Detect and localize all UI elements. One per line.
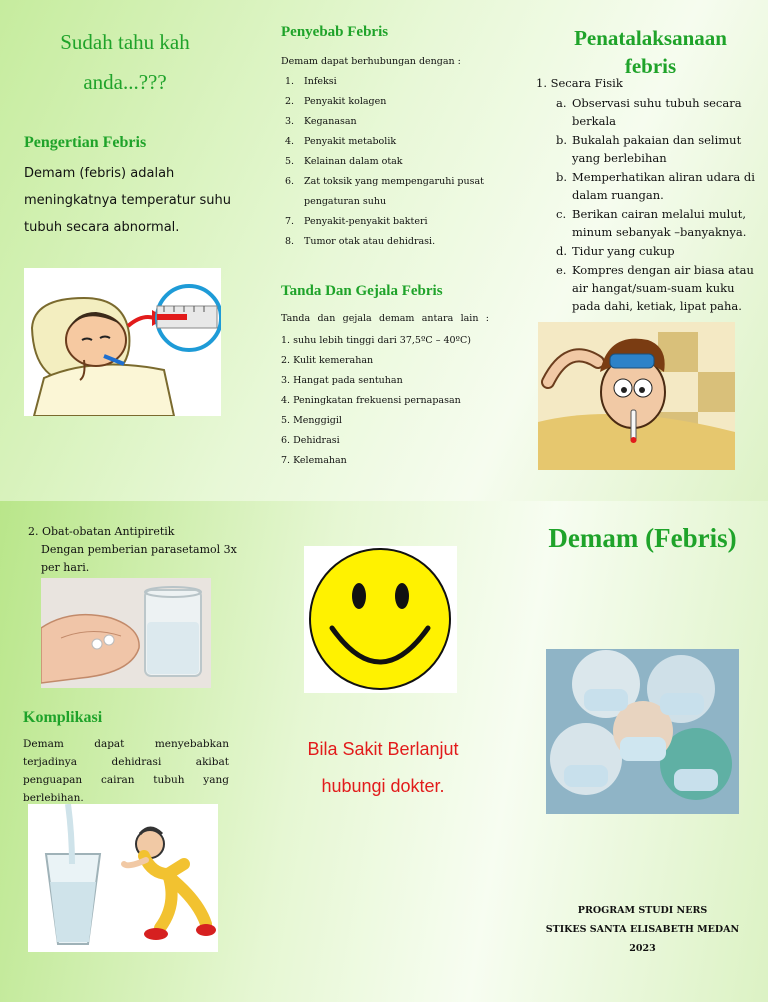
dehydration-image <box>28 804 218 952</box>
list-text: Bukalah pakaian dan selimut yang berlebihan <box>572 133 742 165</box>
list-item <box>556 94 756 130</box>
bila-sakit-line1: Bila Sakit Berlanjut <box>307 739 459 759</box>
list-item: 4. Peningkatan frekuensi pernapasan <box>281 395 461 406</box>
antipiretik-text: Dengan pemberian parasetamol 3x per hari. <box>41 543 237 574</box>
list-text: Penyakit metabolik <box>304 136 397 147</box>
list-item <box>285 232 505 252</box>
list-item <box>556 168 756 204</box>
list-item <box>556 131 756 167</box>
bila-sakit-line2: hubungi dokter. <box>321 776 445 796</box>
list-item <box>556 205 756 241</box>
list-text: Tidur yang cukup <box>572 244 675 258</box>
list-text: Berikan cairan melalui mulut, minum sebanyak –banyaknya. <box>572 207 747 239</box>
list-text: Zat toksik yang mempengaruhi pusat pengaturan suhu <box>304 176 484 207</box>
list-letter: b. <box>556 133 568 147</box>
pengertian-text: Demam (febris) adalah meningkatnya temperatur suhu tubuh secara abnormal. <box>24 166 232 235</box>
list-number: 5. <box>285 156 295 167</box>
list-number: 3. <box>285 116 295 127</box>
list-item <box>285 92 505 112</box>
list-number: 7. <box>285 216 295 227</box>
antipiretik-title: 2. Obat-obatan Antipiretik <box>28 525 175 538</box>
list-item: 2. Kulit kemerahan <box>281 355 374 366</box>
penyebab-list <box>285 72 505 252</box>
list-item <box>556 261 756 315</box>
list-text: Penyakit kolagen <box>304 96 387 107</box>
penyebab-intro: Demam dapat berhubungan dengan : <box>281 56 461 67</box>
intro-question-line2: anda...??? <box>83 70 167 94</box>
list-text: Infeksi <box>304 76 337 87</box>
leaflet-outside-panel <box>0 501 768 1002</box>
intro-question-line1: Sudah tahu kah <box>60 30 190 54</box>
list-text: Penyakit-penyakit bakteri <box>304 216 428 227</box>
komplikasi-text: Demam dapat menyebabkan terjadinya dehidrasi akibat penguapan cairan tubuh yang berlebihan. <box>23 738 229 804</box>
fisik-list <box>556 94 756 316</box>
tanda-list <box>281 331 511 471</box>
list-item <box>285 152 505 172</box>
penatalaksanaan-heading <box>548 24 753 80</box>
list-number: 8. <box>285 236 295 247</box>
list-text: Kelainan dalam otak <box>304 156 403 167</box>
footer-institution <box>530 901 755 958</box>
list-item <box>285 172 505 212</box>
tanda-heading: Tanda Dan Gejala Febris <box>281 283 443 299</box>
list-letter: b. <box>556 170 568 184</box>
doctors-image <box>546 649 739 814</box>
sick-child-image <box>24 268 221 416</box>
penatalaksanaan-heading-line1: Penatalaksanaan <box>574 26 727 50</box>
list-letter: d. <box>556 244 568 258</box>
list-text: Observasi suhu tubuh secara berkala <box>572 96 742 128</box>
list-letter: e. <box>556 263 567 277</box>
footer-year: 2023 <box>629 943 656 954</box>
list-item <box>285 212 505 232</box>
penatalaksanaan-heading-line2: febris <box>624 54 677 78</box>
list-text: Memperhatikan aliran udara di dalam ruangan. <box>572 170 755 202</box>
list-text: Kompres dengan air biasa atau air hangat/suam-suam kuku pada dahi, ketiak, lipat paha. <box>572 263 754 313</box>
list-letter: a. <box>556 96 567 110</box>
list-item <box>285 72 505 92</box>
penyebab-heading: Penyebab Febris <box>281 24 389 40</box>
list-item <box>285 112 505 132</box>
cover-title: Demam (Febris) <box>548 523 737 553</box>
smiley-image <box>304 546 457 693</box>
footer-school: STIKES SANTA ELISABETH MEDAN <box>545 924 740 935</box>
list-item: 7. Kelemahan <box>281 455 347 466</box>
komplikasi-heading: Komplikasi <box>23 709 103 726</box>
list-number: 1. <box>285 76 295 87</box>
list-number: 4. <box>285 136 295 147</box>
list-item: 1. suhu lebih tinggi dari 37,5ºC – 40ºC) <box>281 335 471 346</box>
fever-cartoon-image <box>538 322 735 470</box>
list-letter: c. <box>556 207 567 221</box>
tanda-intro: Tanda dan gejala demam antara lain : <box>281 313 489 324</box>
intro-question <box>30 22 220 102</box>
list-item <box>285 132 505 152</box>
pengertian-heading: Pengertian Febris <box>24 134 147 151</box>
secara-fisik-label: 1. Secara Fisik <box>536 76 623 90</box>
footer-program: PROGRAM STUDI NERS <box>577 905 708 916</box>
list-item: 5. Menggigil <box>281 415 342 426</box>
smiley-face-icon <box>310 549 450 689</box>
list-text: Tumor otak atau dehidrasi. <box>304 236 436 247</box>
list-number: 2. <box>285 96 295 107</box>
list-item <box>556 242 756 260</box>
list-number: 6. <box>285 176 295 187</box>
bila-sakit-message <box>288 731 478 805</box>
antipiretik-section <box>28 523 248 577</box>
list-item: 3. Hangat pada sentuhan <box>281 375 403 386</box>
list-text: Keganasan <box>304 116 357 127</box>
list-item: 6. Dehidrasi <box>281 435 340 446</box>
pill-hand-image <box>41 578 211 688</box>
